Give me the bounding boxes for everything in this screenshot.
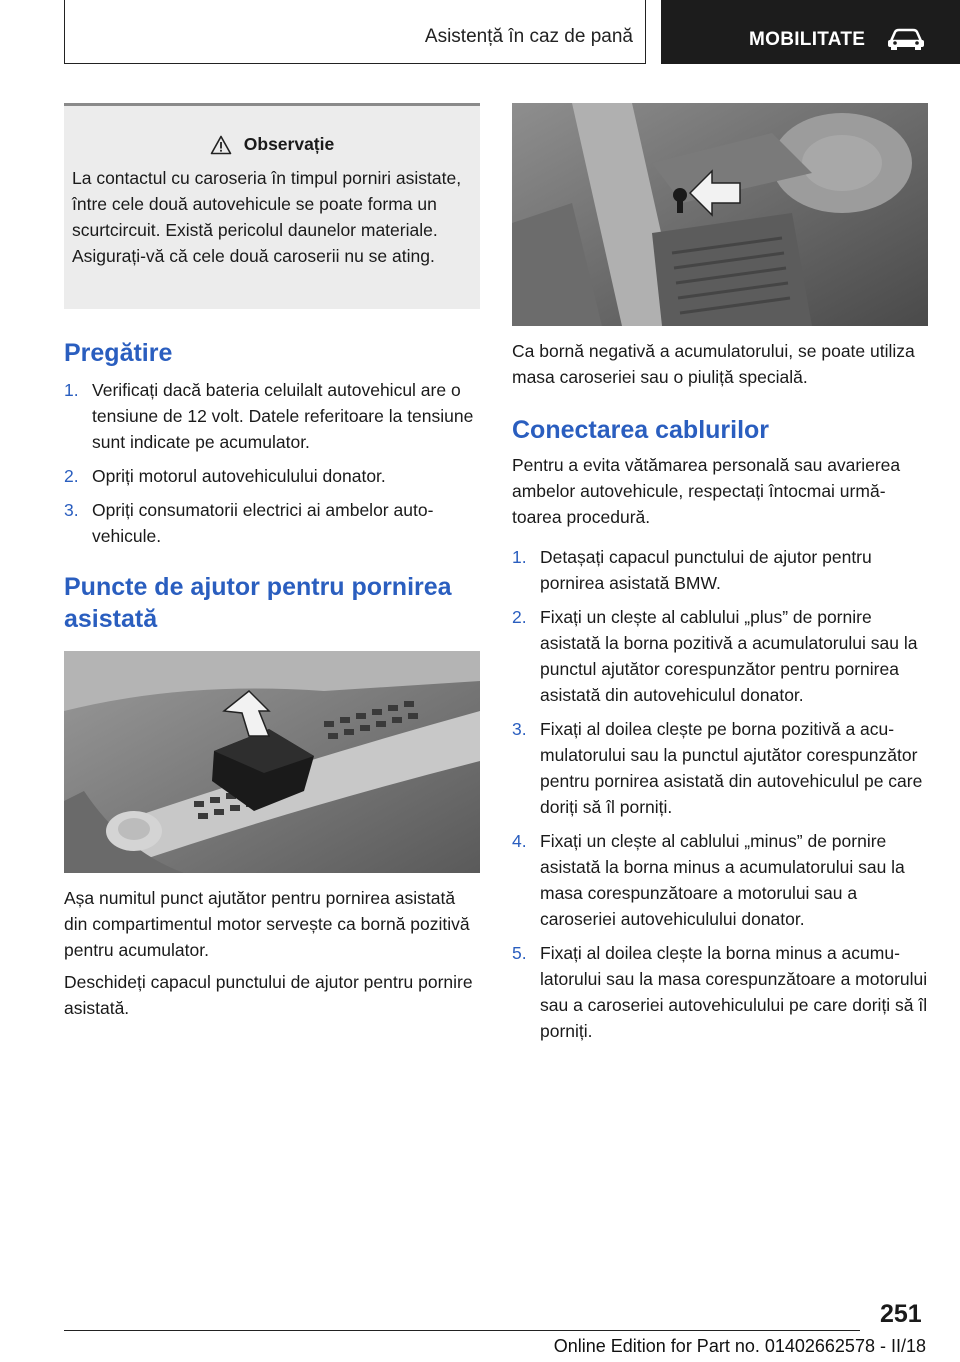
- footer-divider: [64, 1330, 860, 1331]
- prep-steps-list: [64, 377, 480, 549]
- list-item: [512, 604, 928, 708]
- step-number: 2.: [512, 607, 527, 627]
- list-item: [64, 377, 480, 455]
- step-text: Verificați dacă bateria celuilalt autovehicul are o tensiune de 12 volt. Datele referitoare la tensiune sunt indicate pe acumulator.: [92, 380, 474, 452]
- section-title: Asistență în caz de pană: [424, 26, 633, 47]
- step-number: 1.: [512, 547, 527, 567]
- step-text: Opriți motorul autovehiculului donator.: [92, 466, 386, 486]
- step-text: Fixați al doilea clește la borna minus a acumulatorului sau la masa corespunzătoare a motorului sau a caroseriei autovehiculului pe care doriți să îl porniți.: [540, 943, 928, 1041]
- step-number: 3.: [512, 719, 527, 739]
- step-number: 2.: [64, 466, 79, 486]
- engine-bay-photo-ground-point: [512, 103, 928, 326]
- engine-bay-photo-jump-point: [64, 651, 480, 873]
- chapter-label: MOBILITATE: [749, 29, 866, 50]
- step-text: Fixați un clește al cablului „minus” de pornire asistată la borna minus a acumulatorului sau la masa corespunzătoare a motorului sau a caroseriei autovehiculului donator.: [540, 831, 905, 929]
- caption-open-cover: Deschideți capacul punctului de ajutor pentru pornire asistată.: [64, 972, 473, 1018]
- heading-prep: Pregătire: [64, 339, 173, 367]
- list-item: [512, 716, 928, 820]
- step-number: 4.: [512, 831, 527, 851]
- step-number: 3.: [64, 500, 79, 520]
- step-number: 5.: [512, 943, 527, 963]
- chapter-tab: [661, 0, 960, 64]
- warning-icon: [210, 135, 232, 155]
- list-item: [64, 463, 480, 489]
- step-text: Fixați un clește al cablului „plus” de pornire asistată la borna pozitivă a acumulatorului sau la punctul ajutător corespunzător pentru pornirea asistată din autovehiculul donator.: [540, 607, 918, 705]
- note-text: La contactul cu caroseria în timpul porniri asistate, între cele două autovehicule se poate forma un scurtcircuit. Există pericolul daunelor materiale. Asigurați-vă că cele două caroserii nu se ating.: [72, 168, 462, 266]
- list-item: [512, 544, 928, 596]
- intro-text: Pentru a evita vătămarea personală sau avarierea ambelor autovehicule, respectați întocmai următoarea procedură.: [512, 455, 901, 527]
- list-item: [512, 940, 928, 1044]
- page-number: 251: [880, 1300, 922, 1328]
- caption-ground-point: Ca bornă negativă a acumulatorului, se poate utiliza masa caroseriei sau o piuliță specială.: [512, 341, 915, 387]
- heading-connect: Conectarea cablurilor: [512, 416, 770, 444]
- list-item: [512, 828, 928, 932]
- right-column: [512, 103, 928, 1052]
- heading-points: Puncte de ajutor pentru pornirea asistată: [64, 573, 452, 633]
- list-item: [64, 497, 480, 549]
- car-icon: [887, 27, 925, 51]
- note-header: [72, 134, 472, 155]
- step-text: Opriți consumatorii electrici ai ambelor autovehicule.: [92, 500, 434, 546]
- header-section-box: [64, 0, 646, 64]
- warning-note: [64, 103, 480, 309]
- note-title: Observație: [243, 134, 335, 154]
- footer-edition: Online Edition for Part no. 01402662578 - II/18: [553, 1336, 926, 1356]
- caption-jump-point: Așa numitul punct ajutător pentru pornirea asistată din compartimentul motor servește ca bornă pozitivă pentru acumulator.: [64, 888, 470, 960]
- connect-steps-list: [512, 544, 928, 1044]
- step-text: Fixați al doilea clește pe borna pozitivă a acumulatorului sau la punctul ajutător corespunzător pentru pornirea asistată din autovehiculul pe care doriți să îl porniți.: [540, 719, 923, 817]
- step-text: Detașați capacul punctului de ajutor pentru pornirea asistată BMW.: [540, 547, 872, 593]
- left-column: [64, 103, 480, 1021]
- step-number: 1.: [64, 380, 79, 400]
